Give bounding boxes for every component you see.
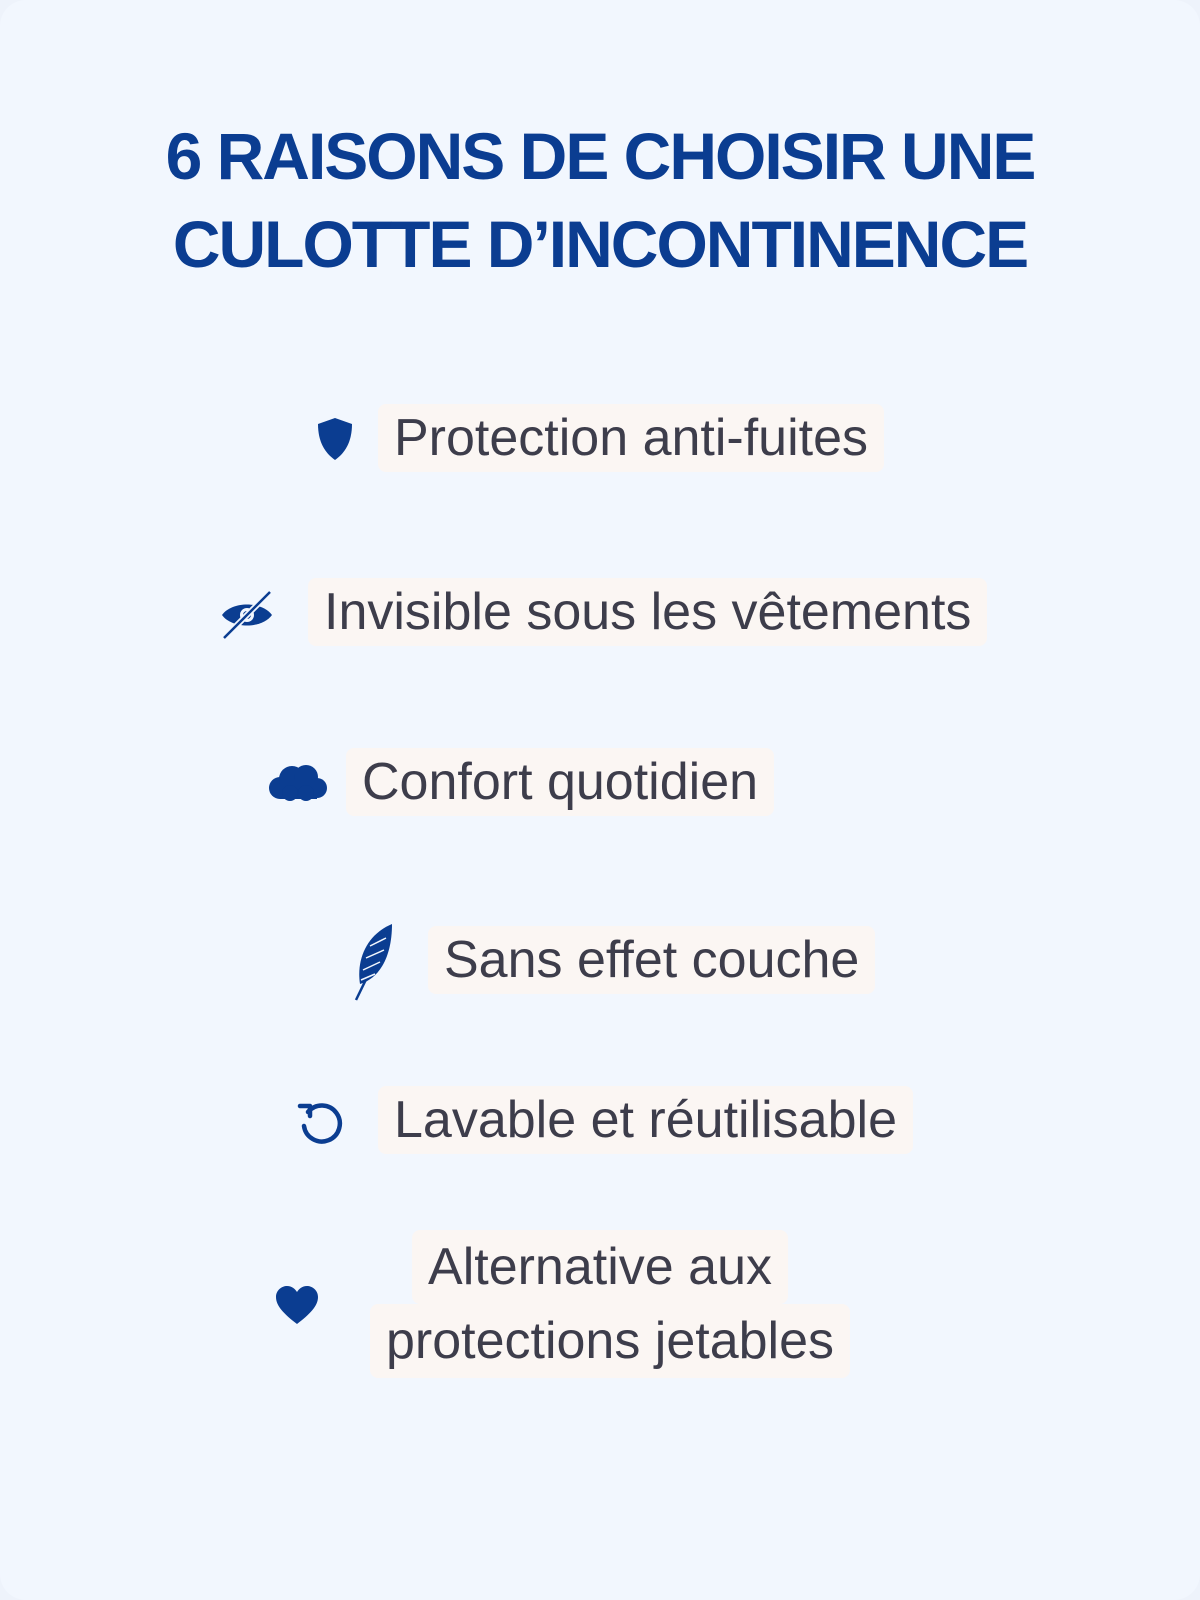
title-line-2: CULOTTE D’INCONTINENCE	[172, 207, 1028, 281]
reason-label: Protection anti-fuites	[378, 404, 884, 472]
reason-item-sans-couche	[0, 926, 1200, 996]
shield-icon	[315, 416, 355, 462]
rotate-icon	[296, 1098, 348, 1150]
reason-item-confort	[0, 748, 1200, 818]
reason-label-line-1: Alternative aux	[412, 1230, 788, 1304]
title-line-1: 6 RAISONS DE CHOISIR UNE	[165, 119, 1035, 193]
reason-item-invisible	[0, 578, 1200, 648]
reason-label: Sans effet couche	[428, 926, 875, 994]
reason-item-protection	[0, 404, 1200, 474]
cloud-icon	[268, 762, 328, 804]
reason-label: Confort quotidien	[346, 748, 774, 816]
feather-icon	[350, 922, 398, 1002]
reason-label: Lavable et réutilisable	[378, 1086, 913, 1154]
reason-item-alternative	[0, 1230, 1200, 1378]
reason-label-line-2: protections jetables	[370, 1304, 850, 1378]
reason-item-lavable	[0, 1086, 1200, 1156]
eye-slash-icon	[218, 588, 276, 642]
page-title	[0, 112, 1200, 288]
reason-label: Invisible sous les vêtements	[308, 578, 987, 646]
